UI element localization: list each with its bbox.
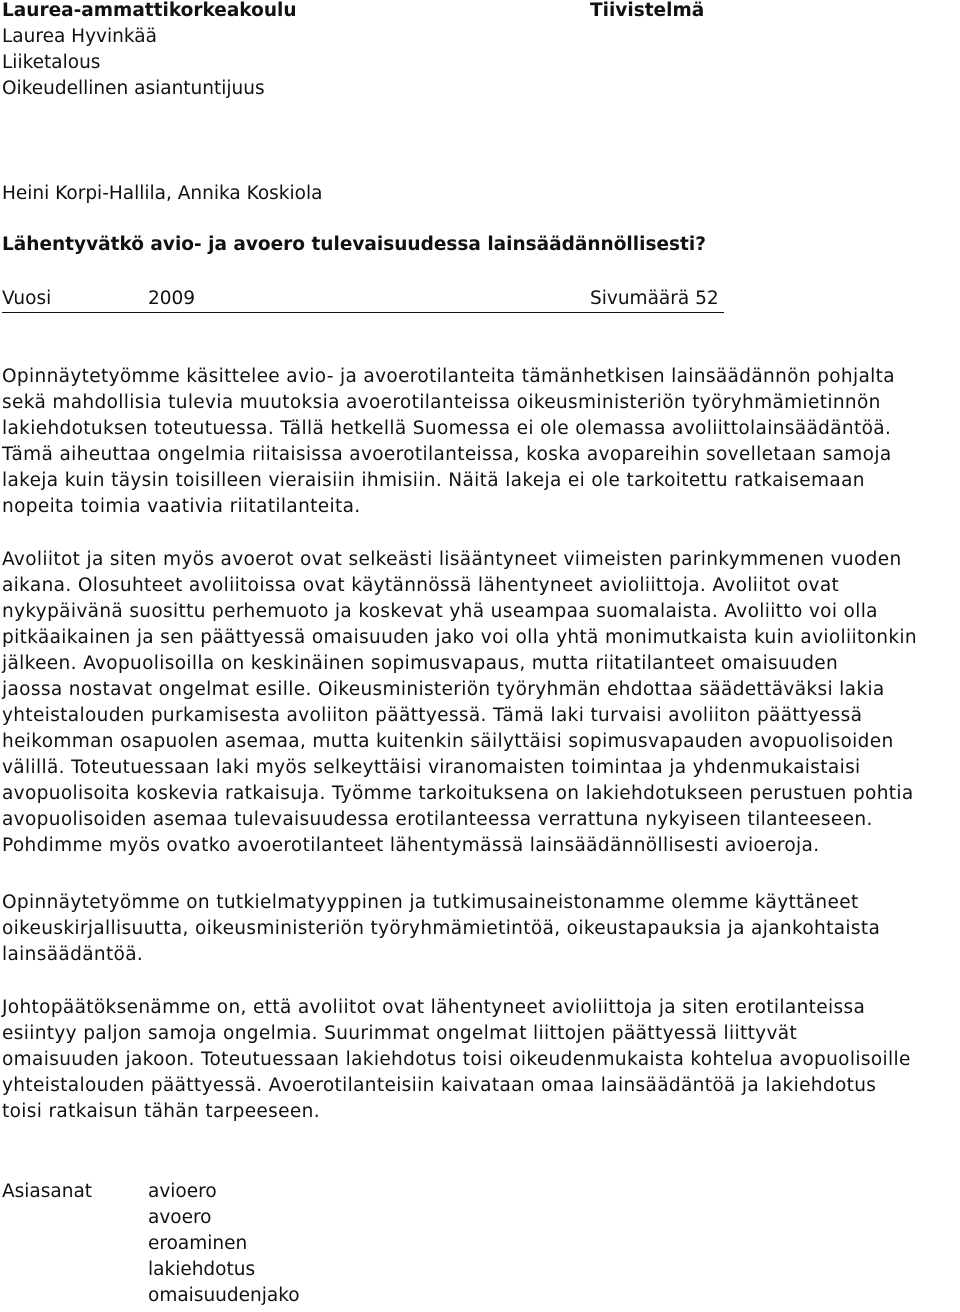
paragraph-line: lakeja kuin täysin toisilleen vieraisiin ihmisiin. Näitä lakeja ei ole tarkoitettu ratkaisemaan	[2, 470, 865, 491]
campus-name: Laurea Hyvinkää	[2, 26, 157, 47]
paragraph-line: lakiehdotuksen toteutuessa. Tällä hetkellä Suomessa ei ole olemassa avoliittolainsäädäntöä.	[2, 418, 892, 439]
keywords-list	[148, 1179, 300, 1309]
paragraph-line: yhteistalouden purkamisesta avoliiton päättyessä. Tämä laki turvaisi avoliiton päättyessä	[2, 705, 863, 726]
paragraph-line: aikana. Olosuhteet avoliitoissa ovat käytännössä lähentyneet avioliittoja. Avoliitot ovat	[2, 575, 840, 596]
header-block	[2, 0, 297, 102]
keyword-item: eroaminen	[148, 1233, 248, 1254]
paragraph-line: nykypäivänä suosittu perhemuoto ja koskevat yhä useampaa suomalaista. Avoliitto voi olla	[2, 601, 878, 622]
thesis-title: Lähentyvätkö avio- ja avoero tulevaisuudessa lainsäädännöllisesti?	[2, 234, 706, 255]
keywords-label: Asiasanat	[2, 1181, 93, 1202]
field-name: Liiketalous	[2, 52, 101, 73]
meta-row	[2, 286, 724, 313]
paragraph-line: pitkäaikainen ja sen päättyessä omaisuuden jako voi olla yhtä monimutkaista kuin avioliitonkin	[2, 627, 917, 648]
paragraph-line: avopuolisoiden asemaa tulevaisuudessa erotilanteessa verrattuna nykyiseen tilanteeseen.	[2, 809, 873, 830]
paragraph-line: Tämä aiheuttaa ongelmia riitaisissa avoerotilanteissa, koska avopareihin sovelletaan samoja	[2, 444, 892, 465]
paragraph-line: välillä. Toteutuessaan laki myös selkeyttäisi viranomaisten toimintaa ja yhdenmukaistaisi	[2, 757, 861, 778]
authors: Heini Korpi-Hallila, Annika Koskiola	[2, 183, 323, 204]
paragraph-2	[2, 547, 952, 859]
paragraph-line: lainsäädäntöä.	[2, 944, 144, 965]
paragraph-line: Opinnäytetyömme käsittelee avio- ja avoerotilanteita tämänhetkisen lainsäädännön pohjalta	[2, 366, 895, 387]
paragraph-line: yhteistalouden päättyessä. Avoerotilanteisiin kaivataan omaa lainsäädäntöä ja lakiehdotus	[2, 1075, 877, 1096]
keyword-item: lakiehdotus	[148, 1259, 256, 1280]
pages-label: Sivumäärä 52	[590, 288, 719, 309]
paragraph-line: Johtopäätöksenämme on, että avoliitot ovat lähentyneet avioliittoja ja siten erotilanteissa	[2, 997, 866, 1018]
paragraph-line: oikeuskirjallisuutta, oikeusministeriön työryhmämietintöä, oikeustapauksia ja ajankohtaista	[2, 918, 881, 939]
paragraph-line: jaossa nostavat ongelmat esille. Oikeusministeriön työryhmän ehdottaa säädettäväksi lakia	[2, 679, 885, 700]
paragraph-line: heikomman osapuolen asemaa, mutta kuitenkin säilyttäisi sopimusvapauden avopuolisoiden	[2, 731, 894, 752]
paragraph-3	[2, 890, 952, 968]
paragraph-line: Pohdimme myös ovatko avoerotilanteet lähentymässä lainsäädännöllisesti avioeroja.	[2, 835, 820, 856]
document-type: Tiivistelmä	[590, 0, 705, 21]
paragraph-line: nopeita toimia vaativia riitatilanteita.	[2, 496, 361, 517]
paragraph-4	[2, 995, 952, 1125]
paragraph-line: Opinnäytetyömme on tutkielmatyyppinen ja tutkimusaineistonamme olemme käyttäneet	[2, 892, 859, 913]
paragraph-line: avopuolisoita koskevia ratkaisuja. Työmme tarkoituksena on lakiehdotukseen perustuen pohtia	[2, 783, 914, 804]
keyword-item: omaisuudenjako	[148, 1285, 300, 1306]
year-value: 2009	[148, 288, 196, 309]
paragraph-line: jälkeen. Avopuolisoilla on keskinäinen sopimusvapaus, mutta riitatilanteet omaisuuden	[2, 653, 839, 674]
paragraph-line: toisi ratkaisun tähän tarpeeseen.	[2, 1101, 320, 1122]
keyword-item: avioero	[148, 1181, 217, 1202]
keyword-item: avoero	[148, 1207, 212, 1228]
paragraph-line: sekä mahdollisia tulevia muutoksia avoerotilanteissa oikeusministeriön työryhmämietinnön	[2, 392, 881, 413]
paragraph-line: omaisuuden jakoon. Toteutuessaan lakiehdotus toisi oikeudenmukaista kohtelua avopuolisoille	[2, 1049, 911, 1070]
program-name: Oikeudellinen asiantuntijuus	[2, 78, 265, 99]
institution-name: Laurea-ammattikorkeakoulu	[2, 0, 297, 21]
paragraph-1	[2, 364, 952, 520]
year-label: Vuosi	[2, 288, 52, 309]
paragraph-line: Avoliitot ja siten myös avoerot ovat selkeästi lisääntyneet viimeisten parinkymmenen vuoden	[2, 549, 902, 570]
paragraph-line: esiintyy paljon samoja ongelmia. Suurimmat ongelmat liittojen päättyessä liittyvät	[2, 1023, 798, 1044]
